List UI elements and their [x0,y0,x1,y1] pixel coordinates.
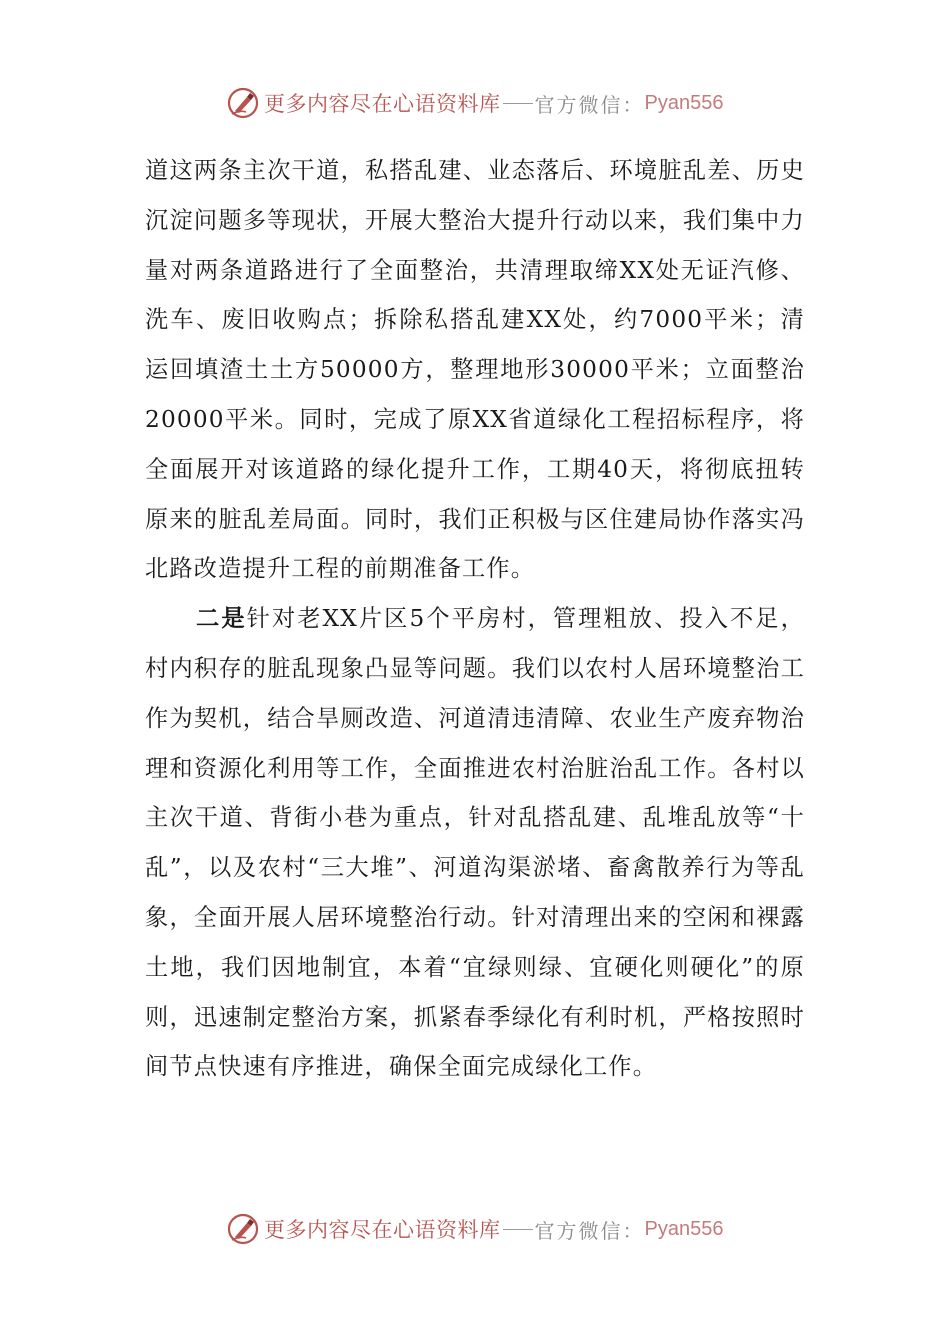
paragraph-2-lead: 二是 [196,605,247,633]
pen-logo-icon [226,1212,260,1246]
paragraph-2 [145,594,805,1092]
header-banner [226,86,746,120]
brand-text: 更多内容尽在心语资料库 [264,92,501,116]
separator-dash [503,1229,533,1230]
official-wechat-label: 官方微信： [534,92,645,117]
official-wechat-label: 官方微信： [534,1218,645,1243]
separator-dash [503,103,533,104]
footer-banner [226,1212,746,1246]
paragraph-2-text: 针对老XX片区5个平房村，管理粗放、投入不足，村内积存的脏乱现象凸显等问题。我们以农村人居环境整治工作为契机，结合旱厕改造、河道清违清障、农业生产废弃物治理和资源化利用等工作，全面推进农村治脏治乱工作。各村以主次干道、背街小巷为重点，针对乱搭乱建、乱堆乱放等“十乱”，以及农村“三大堆”、河道沟渠淤堵、畜禽散养行为等乱象，全面开展人居环境整治行动。针对清理出来的空闲和裸露土地，我们因地制宜，本着“宜绿则绿、宜硬化则硬化”的原则，迅速制定整治方案，抓紧春季绿化有利时机，严格按照时间节点快速有序推进，确保全面完成绿化工作。 [145,605,805,1081]
document-body [145,146,805,1092]
pen-logo-icon [226,86,260,120]
wechat-id: Pyan556 [644,91,724,114]
paragraph-1: 道这两条主次干道，私搭乱建、业态落后、环境脏乱差、历史沉淀问题多等现状，开展大整治大提升行动以来，我们集中力量对两条道路进行了全面整治，共清理取缔XX处无证汽修、洗车、废旧收购点；拆除私搭乱建XX处，约7000平米；清运回填渣土土方50000方，整理地形30000平米；立面整治20000平米。同时，完成了原XX省道绿化工程招标程序，将全面展开对该道路的绿化提升工作，工期40天，将彻底扭转原来的脏乱差局面。同时，我们正积极与区住建局协作落实冯北路改造提升工程的前期准备工作。 [145,157,805,583]
brand-text: 更多内容尽在心语资料库 [264,1218,501,1242]
wechat-id: Pyan556 [644,1217,724,1240]
